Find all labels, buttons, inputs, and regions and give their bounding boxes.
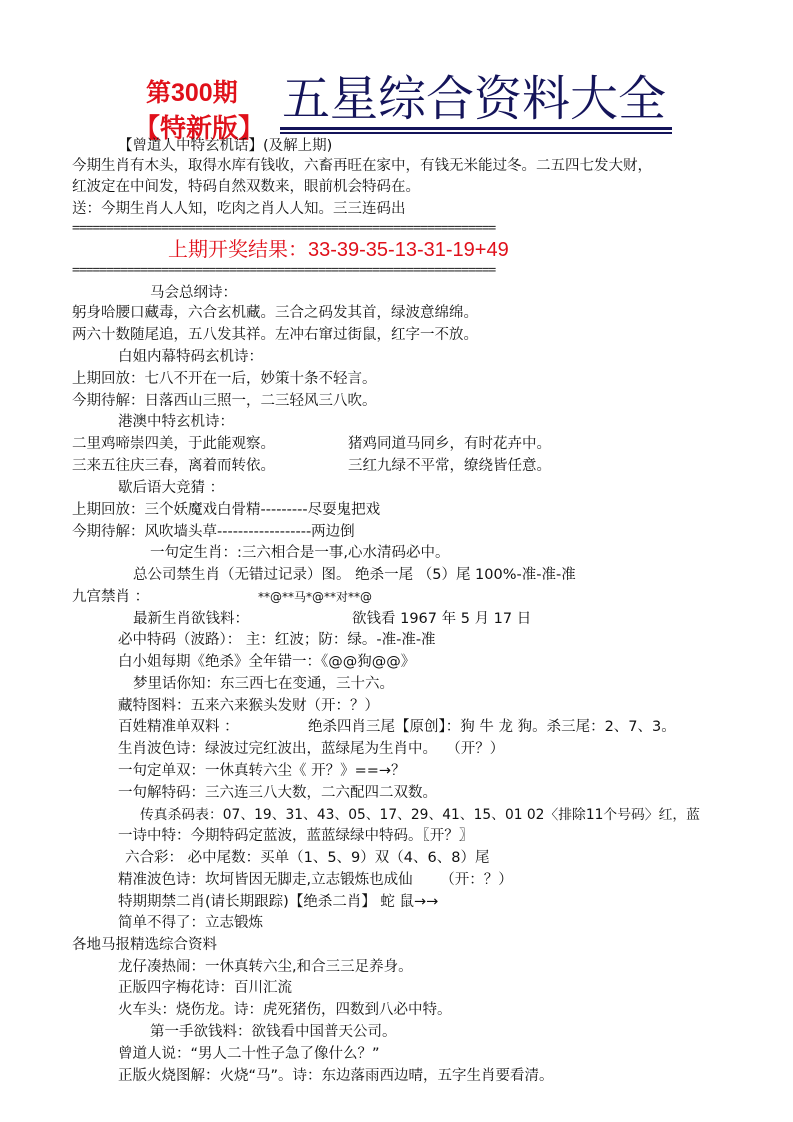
text-line: 曾道人说：“男人二十性子急了像什么？” <box>118 1046 380 1062</box>
text-line: 特期期禁二肖(请长期跟踪)【绝杀二肖】 蛇 鼠→→ <box>118 894 439 910</box>
section-title: 马会总纲诗： <box>150 285 237 301</box>
text-line: 第一手欲钱料：欲钱看中国普天公司。 <box>150 1024 397 1040</box>
intro-line: 送：今期生肖人人知，吃肉之肖人人知。三三连码出 <box>72 201 406 217</box>
text-line: 正版火烧图解：火烧“马”。诗：东边落雨西边晴，五字生肖要看清。 <box>118 1068 554 1084</box>
intro-line: 今期生肖有木头，取得水库有钱收，六畜再旺在家中，有钱无米能过冬。二五四七发大财， <box>72 158 652 174</box>
text-line: 一诗中特：今期特码定蓝波，蓝蓝绿绿中特码。〖开？〗 <box>118 828 474 844</box>
edition-label: 【特新版】 <box>134 114 265 144</box>
issue-number: 第300期 <box>146 79 238 107</box>
text-line: 必中特码（波路）： 主：红波；防：绿。-准-准-准 <box>118 632 436 648</box>
title-underline-2 <box>280 132 672 134</box>
text-line: 传真杀码表：07、19、31、43、05、17、29、41、15、01 02〈排除11个号码〉红，蓝 <box>140 807 700 823</box>
text-line: 正版四字梅花诗：百川汇流 <box>118 980 292 996</box>
text-line: 精准波色诗：坎坷皆因无脚走,立志锻炼也成仙 （开：？） <box>118 872 513 888</box>
section-title: 各地马报精选综合资料 <box>72 937 217 953</box>
poem-line: 上期回放：七八不开在一后，妙策十条不轻言。 <box>72 371 377 387</box>
poem-line: 二里鸡啼崇四美，于此能观察。 <box>72 436 275 452</box>
label: 九宫禁肖 ： <box>72 589 150 605</box>
riddle-line: 今期待解：风吹墙头草------------------两边倒 <box>72 524 355 540</box>
text-line: 总公司禁生肖（无错过记录）图。 绝杀一尾 （5）尾 100%-准-准-准 <box>133 567 576 583</box>
poem-line: 两六十数随尾追，五八发其祥。左冲右窜过街鼠，红字一不放。 <box>72 327 478 343</box>
poem-line: 今期待解：日落西山三照一，二三轻风三八吹。 <box>72 393 377 409</box>
divider: ============================================================== <box>72 221 496 236</box>
label: 最新生肖欲钱料： <box>133 611 249 627</box>
text-line: 龙仔凑热闹：一休真转六尘,和合三三足养身。 <box>118 959 413 975</box>
text-line: 六合彩： 必中尾数：买单（1、5、9）双（4、6、8）尾 <box>125 850 490 866</box>
text-line: 一句解特码：三六连三八大数，二六配四二双数。 <box>118 785 437 801</box>
riddle-line: 上期回放：三个妖魔戏白骨精---------尽耍鬼把戏 <box>72 502 381 518</box>
text-line: 一句定单双：一休真转六尘《 开？》==→？ <box>118 763 406 779</box>
page-title: 五星综合资料大全 <box>282 71 667 127</box>
text-line: 简单不得了：立志锻炼 <box>118 915 263 931</box>
poem-line: 三红九绿不平常，缭绕皆任意。 <box>348 458 551 474</box>
last-draw-result: 上期开奖结果：33-39-35-13-31-19+49 <box>168 239 509 261</box>
label: 百姓精准单双料 ： <box>118 719 239 735</box>
intro-heading: 【曾道人中特玄机话】(及解上期) <box>118 138 333 154</box>
text-line: 梦里话你知：东三西七在变通，三十六。 <box>133 676 394 692</box>
value: **@**马*@**对**@ <box>258 590 373 604</box>
poem-line: 三来五往庆三春，离着而转依。 <box>72 458 275 474</box>
section-title: 白姐内幕特码玄机诗： <box>118 349 263 365</box>
intro-line: 红波定在中间发，特码自然双数来，眼前机会特码在。 <box>72 179 420 195</box>
poem-line: 躬身哈腰口藏毒，六合玄机藏。三合之码发其首，绿波意绵绵。 <box>72 305 478 321</box>
value: 绝杀四肖三尾【原创】：狗 牛 龙 狗。杀三尾：2、7、3。 <box>308 719 676 735</box>
section-title: 歇后语大竞猜 ： <box>118 480 225 496</box>
text-line: 藏特图料：五来六来猴头发财（开：？） <box>118 698 379 714</box>
text-line: 火车头：烧伤龙。诗：虎死猪伤，四数到八必中特。 <box>118 1002 452 1018</box>
value: 欲钱看 1967 年 5 月 17 日 <box>352 611 532 627</box>
section-title: 港澳中特玄机诗： <box>118 414 234 430</box>
divider: ============================================================== <box>72 263 496 278</box>
title-underline <box>280 127 672 130</box>
poem-line: 猪鸡同道马同乡，有时花卉中。 <box>348 436 551 452</box>
text-line: 白小姐每期《绝杀》全年错一：《@@狗@@》 <box>118 654 416 670</box>
text-line: 一句定生肖：:三六相合是一事,心水清码必中。 <box>150 545 450 561</box>
text-line: 生肖波色诗：绿波过完红波出，蓝绿尾为生肖中。 （开？） <box>118 741 505 757</box>
